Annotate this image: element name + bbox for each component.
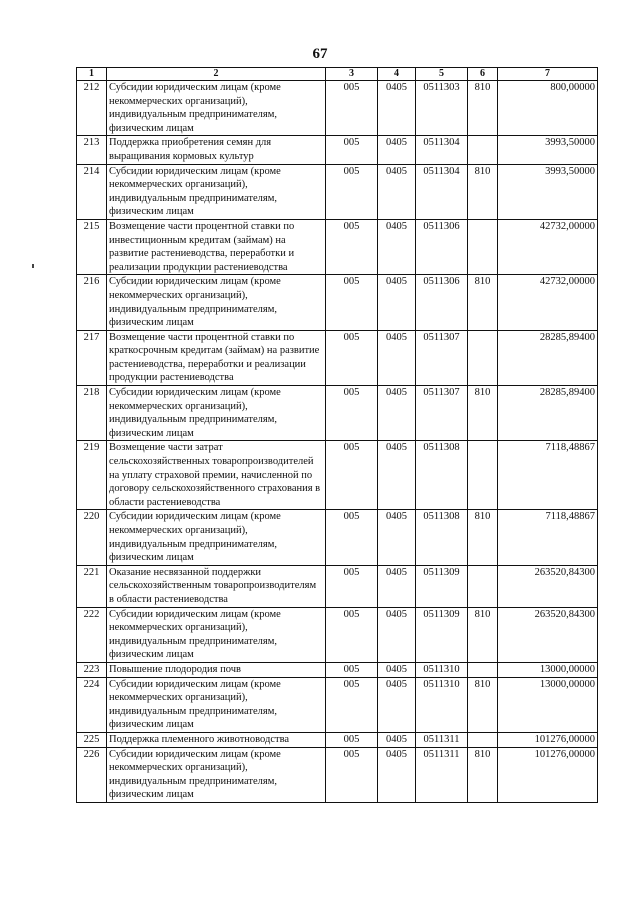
row-name: Субсидии юридическим лицам (кроме некоммерческих организаций), индивидуальным предпринимателям, физическим лицам — [107, 677, 326, 732]
row-amount: 28285,89400 — [498, 330, 598, 385]
row-code-5: 0511309 — [416, 565, 468, 607]
row-code-3: 005 — [326, 330, 378, 385]
table-row — [77, 275, 598, 330]
row-code-3: 005 — [326, 732, 378, 747]
row-amount: 42732,00000 — [498, 219, 598, 274]
row-code-3: 005 — [326, 275, 378, 330]
row-name: Поддержка приобретения семян для выращивания кормовых культур — [107, 136, 326, 164]
row-code-5: 0511306 — [416, 219, 468, 274]
row-code-4: 0405 — [378, 219, 416, 274]
row-number: 214 — [77, 164, 107, 219]
row-name: Поддержка племенного животноводства — [107, 732, 326, 747]
row-name: Субсидии юридическим лицам (кроме некоммерческих организаций), индивидуальным предпринимателям, физическим лицам — [107, 510, 326, 565]
table-row — [77, 565, 598, 607]
row-amount: 28285,89400 — [498, 386, 598, 441]
row-code-3: 005 — [326, 510, 378, 565]
row-name: Возмещение части затрат сельскохозяйственных товаропроизводителей на уплату страховой премии, начисленной по договору сельскохозяйственного страхования в области растениеводства — [107, 441, 326, 510]
row-code-5: 0511311 — [416, 732, 468, 747]
row-code-3: 005 — [326, 607, 378, 662]
row-code-3: 005 — [326, 219, 378, 274]
row-code-3: 005 — [326, 164, 378, 219]
row-code-3: 005 — [326, 81, 378, 136]
row-number: 217 — [77, 330, 107, 385]
row-number: 212 — [77, 81, 107, 136]
row-number: 216 — [77, 275, 107, 330]
row-amount: 3993,50000 — [498, 136, 598, 164]
row-code-6: 810 — [468, 677, 498, 732]
row-code-4: 0405 — [378, 81, 416, 136]
row-amount: 42732,00000 — [498, 275, 598, 330]
row-name: Субсидии юридическим лицам (кроме некоммерческих организаций), индивидуальным предпринимателям, физическим лицам — [107, 747, 326, 802]
table-row — [77, 441, 598, 510]
row-code-6 — [468, 136, 498, 164]
row-code-6 — [468, 662, 498, 677]
row-number: 213 — [77, 136, 107, 164]
row-code-5: 0511310 — [416, 677, 468, 732]
row-code-5: 0511308 — [416, 510, 468, 565]
table-row — [77, 510, 598, 565]
table-row — [77, 732, 598, 747]
row-code-4: 0405 — [378, 441, 416, 510]
row-number: 215 — [77, 219, 107, 274]
row-code-5: 0511308 — [416, 441, 468, 510]
row-number: 222 — [77, 607, 107, 662]
header-col-3: 3 — [326, 68, 378, 81]
row-code-3: 005 — [326, 677, 378, 732]
row-amount: 7118,48867 — [498, 510, 598, 565]
row-amount: 13000,00000 — [498, 662, 598, 677]
row-number: 223 — [77, 662, 107, 677]
row-name: Субсидии юридическим лицам (кроме некоммерческих организаций), индивидуальным предпринимателям, физическим лицам — [107, 386, 326, 441]
row-code-5: 0511304 — [416, 136, 468, 164]
row-name: Возмещение части процентной ставки по краткосрочным кредитам (займам) на развитие растениеводства, переработки и реализации продукции растениеводства — [107, 330, 326, 385]
row-code-4: 0405 — [378, 330, 416, 385]
row-name: Субсидии юридическим лицам (кроме некоммерческих организаций), индивидуальным предпринимателям, физическим лицам — [107, 607, 326, 662]
row-code-6 — [468, 219, 498, 274]
page-number: 67 — [312, 46, 328, 62]
header-row — [77, 68, 598, 81]
row-code-5: 0511307 — [416, 386, 468, 441]
row-code-5: 0511309 — [416, 607, 468, 662]
row-number: 225 — [77, 732, 107, 747]
row-number: 224 — [77, 677, 107, 732]
header-col-6: 6 — [468, 68, 498, 81]
row-code-5: 0511303 — [416, 81, 468, 136]
table-row — [77, 81, 598, 136]
row-code-3: 005 — [326, 386, 378, 441]
row-code-6 — [468, 732, 498, 747]
row-code-4: 0405 — [378, 275, 416, 330]
header-col-1: 1 — [77, 68, 107, 81]
row-code-3: 005 — [326, 662, 378, 677]
row-code-5: 0511311 — [416, 747, 468, 802]
budget-table — [76, 67, 598, 803]
row-amount: 101276,00000 — [498, 747, 598, 802]
row-code-6: 810 — [468, 747, 498, 802]
table-row — [77, 677, 598, 732]
scan-speck — [32, 264, 34, 268]
row-code-4: 0405 — [378, 386, 416, 441]
row-name: Субсидии юридическим лицам (кроме некоммерческих организаций), индивидуальным предпринимателям, физическим лицам — [107, 164, 326, 219]
row-code-4: 0405 — [378, 677, 416, 732]
row-code-6: 810 — [468, 275, 498, 330]
table-row — [77, 607, 598, 662]
row-code-6 — [468, 330, 498, 385]
table-row — [77, 330, 598, 385]
row-code-4: 0405 — [378, 510, 416, 565]
row-name: Субсидии юридическим лицам (кроме некоммерческих организаций), индивидуальным предпринимателям, физическим лицам — [107, 275, 326, 330]
row-code-3: 005 — [326, 747, 378, 802]
header-col-5: 5 — [416, 68, 468, 81]
row-code-5: 0511304 — [416, 164, 468, 219]
row-code-6: 810 — [468, 510, 498, 565]
table-row — [77, 747, 598, 802]
header-col-4: 4 — [378, 68, 416, 81]
row-number: 219 — [77, 441, 107, 510]
row-code-6: 810 — [468, 81, 498, 136]
row-number: 226 — [77, 747, 107, 802]
row-name: Оказание несвязанной поддержки сельскохозяйственным товаропроизводителям в области растениеводства — [107, 565, 326, 607]
header-col-7: 7 — [498, 68, 598, 81]
row-name: Повышение плодородия почв — [107, 662, 326, 677]
row-code-4: 0405 — [378, 607, 416, 662]
header-col-2: 2 — [107, 68, 326, 81]
row-amount: 263520,84300 — [498, 607, 598, 662]
row-code-4: 0405 — [378, 747, 416, 802]
row-code-4: 0405 — [378, 565, 416, 607]
row-number: 220 — [77, 510, 107, 565]
row-code-6 — [468, 441, 498, 510]
row-name: Субсидии юридическим лицам (кроме некоммерческих организаций), индивидуальным предпринимателям, физическим лицам — [107, 81, 326, 136]
row-code-6: 810 — [468, 607, 498, 662]
table-row — [77, 662, 598, 677]
table-row — [77, 386, 598, 441]
row-code-4: 0405 — [378, 164, 416, 219]
row-code-5: 0511306 — [416, 275, 468, 330]
row-code-6: 810 — [468, 164, 498, 219]
table-row — [77, 219, 598, 274]
row-amount: 13000,00000 — [498, 677, 598, 732]
row-code-3: 005 — [326, 136, 378, 164]
row-amount: 101276,00000 — [498, 732, 598, 747]
row-code-3: 005 — [326, 441, 378, 510]
table-row — [77, 136, 598, 164]
row-amount: 263520,84300 — [498, 565, 598, 607]
row-code-3: 005 — [326, 565, 378, 607]
row-code-4: 0405 — [378, 732, 416, 747]
row-amount: 800,00000 — [498, 81, 598, 136]
row-amount: 7118,48867 — [498, 441, 598, 510]
row-amount: 3993,50000 — [498, 164, 598, 219]
row-name: Возмещение части процентной ставки по инвестиционным кредитам (займам) на развитие растениеводства, переработки и реализации продукции растениеводства — [107, 219, 326, 274]
row-code-4: 0405 — [378, 136, 416, 164]
row-code-6: 810 — [468, 386, 498, 441]
row-number: 218 — [77, 386, 107, 441]
table-row — [77, 164, 598, 219]
row-code-4: 0405 — [378, 662, 416, 677]
row-code-5: 0511307 — [416, 330, 468, 385]
row-number: 221 — [77, 565, 107, 607]
row-code-5: 0511310 — [416, 662, 468, 677]
row-code-6 — [468, 565, 498, 607]
